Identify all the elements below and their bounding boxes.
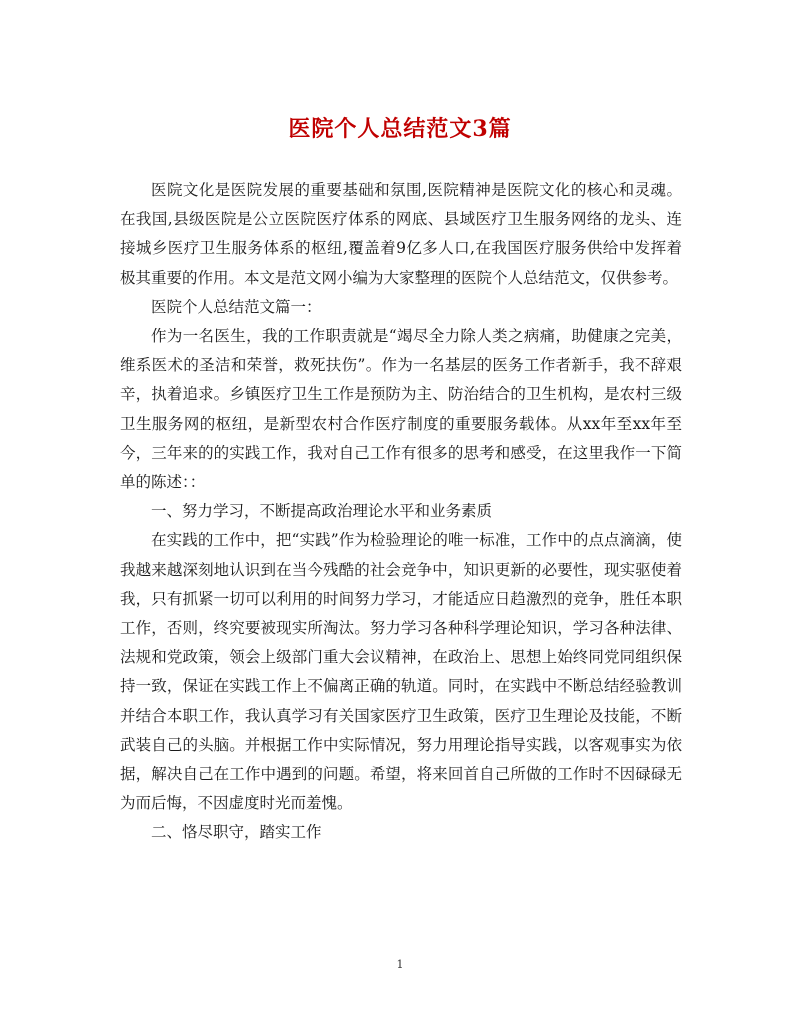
paragraph-intro: 医院文化是医院发展的重要基础和氛围,医院精神是医院文化的核心和灵魂。在我国,县级医院是公立医院医疗体系的网底、县域医疗卫生服务网络的龙头、连接城乡医疗卫生服务体系的枢纽,覆盖着9亿多人口,在我国医疗服务供给中发挥着极其重要的作用。本文是范文网小编为大家整理的医院个人总结范文，仅供参考。 (120, 181, 682, 287)
document-title: 医院个人总结范文3篇 (288, 116, 512, 142)
page-number: 1 (396, 958, 404, 971)
paragraph-heading-work: 二、恪尽职守，踏实工作 (151, 823, 322, 842)
paragraph-study: 在实践的工作中，把“实践”作为检验理论的唯一标准，工作中的点点滴滴，使我越来越深刻地认识到在当今残酷的社会竞争中，知识更新的必要性，现实驱使着我，只有抓紧一切可以利用的时间努力学习，才能适应日趋激烈的竞争，胜任本职工作，否则，终究要被现实所淘汰。努力学习各种科学理论知识，学习各种法律、法规和党政策，领会上级部门重大会议精神，在政治上、思想上始终同党同组织保持一致，保证在实践工作上不偏离正确的轨道。同时，在实践中不断总结经验教训并结合本职工作，我认真学习有关国家医疗卫生政策，医疗卫生理论及技能，不断武装自己的头脑。并根据工作中实际情况，努力用理论指导实践，以客观事实为依据，解决自己在工作中遇到的问题。希望，将来回首自己所做的工作时不因碌碌无为而后悔，不因虚度时光而羞愧。 (120, 531, 682, 813)
paragraph-heading-study: 一、努力学习，不断提高政治理论水平和业务素质 (151, 502, 493, 521)
paragraph-duty: 作为一名医生，我的工作职责就是“竭尽全力除人类之病痛，助健康之完美，维系医术的圣洁和荣誉，救死扶伤”。作为一名基层的医务工作者新手，我不辞艰辛，执着追求。乡镇医疗卫生工作是预防为主、防治结合的卫生机构，是农村三级卫生服务网的枢纽，是新型农村合作医疗制度的重要服务载体。从xx年至xx年至今，三年来的的实践工作，我对自己工作有很多的思考和感受，在这里我作一下简单的陈述：： (120, 327, 682, 492)
paragraph-section-heading-one: 医院个人总结范文篇一： (151, 297, 322, 316)
document-body (120, 176, 682, 848)
